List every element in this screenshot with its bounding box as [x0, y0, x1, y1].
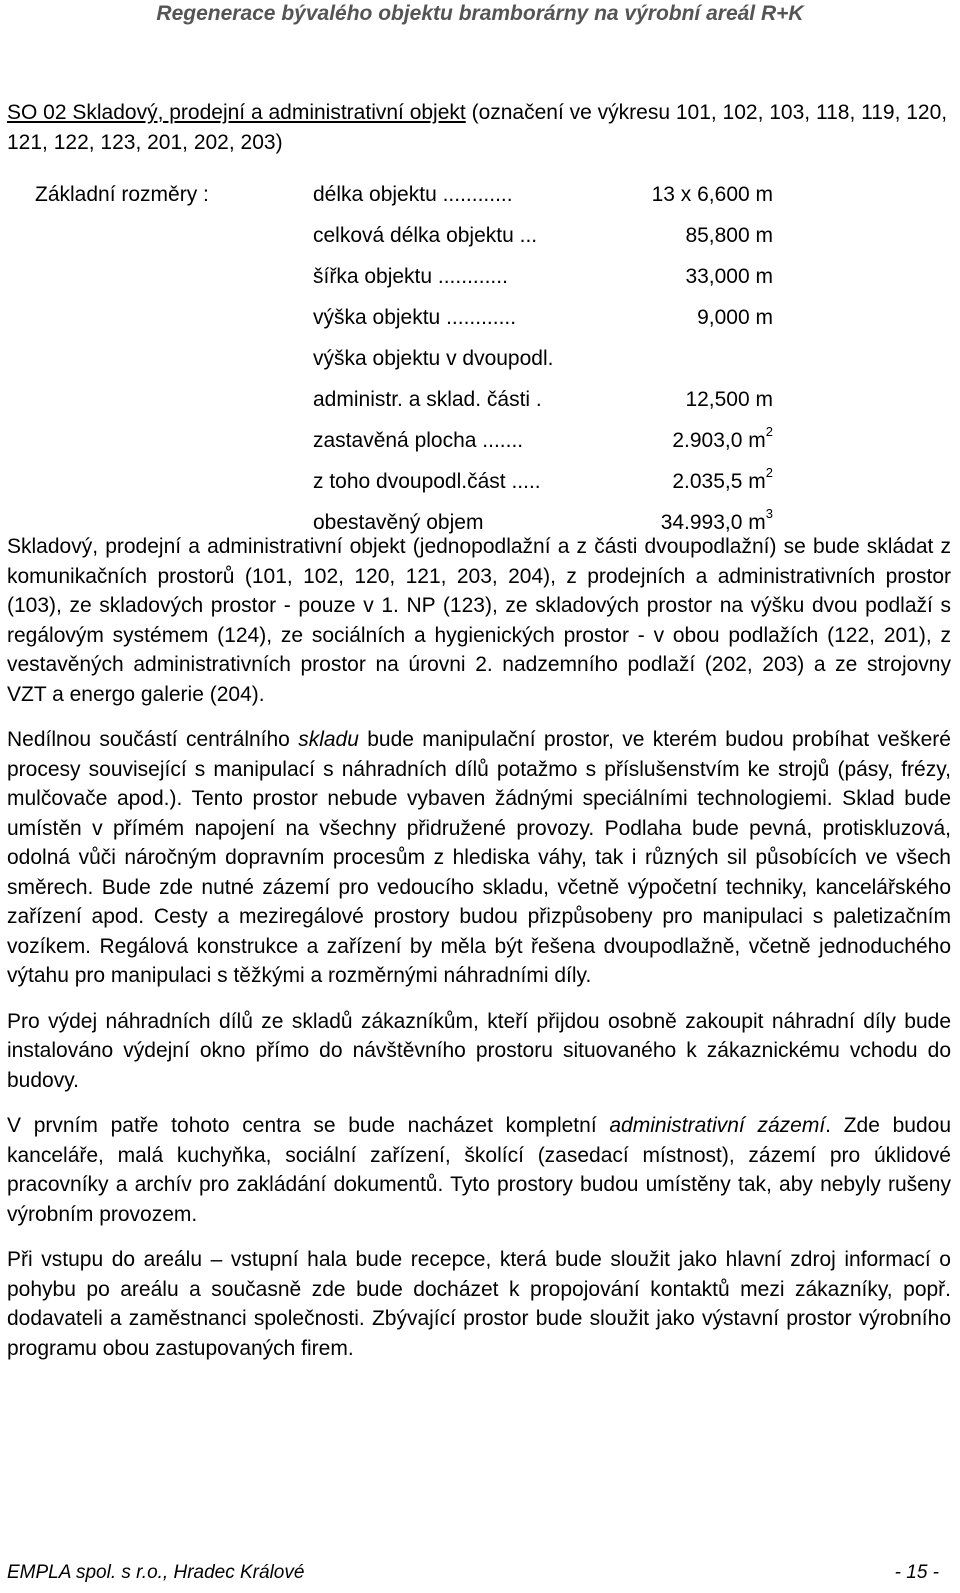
- dimensions-label: Základní rozměry :: [35, 183, 209, 206]
- dimension-value: 12,500 m: [685, 388, 773, 411]
- dimension-value: 9,000 m: [697, 306, 773, 329]
- dimension-name: administr. a sklad. části .: [313, 388, 542, 411]
- dimension-name: z toho dvoupodl.část .....: [313, 470, 541, 493]
- dimension-name: obestavěný objem: [313, 511, 484, 534]
- dimension-row-two-storey-area: [313, 461, 773, 502]
- dimension-name: výška objektu ............: [313, 306, 517, 329]
- dimension-row-width: [313, 256, 773, 297]
- dimension-value: 2.903,0 $m^2$: [672, 424, 773, 452]
- footer-company: EMPLA spol. s r.o., Hradec Králové: [7, 1562, 305, 1583]
- dimension-row-height: [313, 297, 773, 338]
- dimension-row-built-area: [313, 420, 773, 461]
- page-number: - 15 -: [894, 1562, 939, 1583]
- dimension-name: celková délka objektu ...: [313, 224, 538, 247]
- document-title: Regenerace bývalého objektu bramborárny na výrobní areál R+K: [156, 2, 804, 25]
- dimension-value: 33,000 m: [685, 265, 773, 288]
- paragraph-parts-dispatch: Pro výdej náhradních dílů ze skladů zákazníkům, kteří přijdou osobně zakoupit náhradní díly bude instalováno výdejní okno přímo do návštěvního prostoru situovaného k zákaznickému vchodu do budovy.: [7, 1009, 951, 1092]
- dimension-name: zastavěná plocha .......: [313, 429, 524, 452]
- dimensions-table: [7, 174, 951, 534]
- dimension-value: 13 x 6,600 m: [651, 183, 773, 206]
- dimension-name: délka objektu ............: [313, 183, 513, 206]
- dimension-row-height-two-storey: [313, 338, 773, 379]
- dimension-row-admin-height: [313, 379, 773, 420]
- section-title-rest: (označení ve výkresu 101, 102, 103, 118, 119, 120, 121, 122, 123, 201, 202, 203): [7, 101, 948, 154]
- paragraph-admin-facilities: V prvním patře tohoto centra se bude nacházet kompletní administrativní zázemí. Zde budou kanceláře, malá kuchyňka, sociální zařízení, školící (zasedací místnost), zázemí pro úklidové pracovníky a archív pro zakládání dokumentů. Tyto prostory budou umístěny tak, aby nebyly rušeny výrobním provozem.: [7, 1114, 951, 1226]
- dimension-row-volume: [313, 502, 773, 543]
- paragraph-warehouse: Nedílnou součástí centrálního skladu bude manipulační prostor, ve kterém budou probíhat veškeré procesy související s manipulací s náhradních dílů potažmo s příslušenstvím ke strojů (pásy, frézy, mulčovače apod.). Tento prostor nebude vybaven žádnými speciálními technologiemi. Sklad bude umístěn v přímém napojení na všechny přidružené provozy. Podlaha bude pevná, protiskluzová, odolná vůči náročným dopravním procesům z hlediska váhy, tak i různých sil působících ve všech směrech. Bude zde nutné zázemí pro vedoucího skladu, včetně výpočetní techniky, kancelářského zařízení apod. Cesty a meziregálové prostory budou přizpůsobeny pro manipulaci s paletizačním vozíkem. Regálová konstrukce a zařízení by měla být řešena dvoupodlažně, včetně jednoduchého výtahu pro manipulaci s těžkými a rozměrnými náhradními díly.: [7, 728, 951, 987]
- dimension-row-total-length: [313, 215, 773, 256]
- dimension-name: výška objektu v dvoupodl.: [313, 347, 554, 370]
- dimension-value: 85,800 m: [685, 224, 773, 247]
- section-title: [7, 98, 951, 158]
- document-body: [7, 98, 951, 1379]
- dimension-row-length: [313, 174, 773, 215]
- dimension-value: 2.035,5 $m^2$: [672, 465, 773, 493]
- dimension-name: šířka objektu ............: [313, 265, 508, 288]
- page-header: [0, 0, 960, 27]
- paragraph-entrance-hall: Při vstupu do areálu – vstupní hala bude recepce, která bude sloužit jako hlavní zdroj informací o pohybu po areálu a současně zde bude docházet k propojování kontaktů mezi zákazníky, popř. dodavateli a zaměstnanci společnosti. Zbývající prostor bude sloužit jako výstavní prostor výrobního programu obou zastupovaných firem.: [7, 1248, 951, 1360]
- paragraph-building-description: Skladový, prodejní a administrativní objekt (jednopodlažní a z části dvoupodlažní) se bude skládat z komunikačních prostorů (101, 102, 120, 121, 203, 204), z prodejních a administrativních prostor (103), ze skladových prostor - pouze v 1. NP (123), ze skladových prostor na výšku dvou podlaží s regálovým systémem (124), ze sociálních a hygienických prostor - v obou podlažích (122, 201), z vestavěných administrativních prostor na úrovni 2. nadzemního podlaží (202, 203) a ze strojovny VZT a energo galerie (204).: [7, 535, 951, 706]
- section-title-underlined: SO 02 Skladový, prodejní a administrativní objekt: [7, 101, 466, 124]
- dimension-value: 34.993,0 $m^3$: [660, 506, 773, 534]
